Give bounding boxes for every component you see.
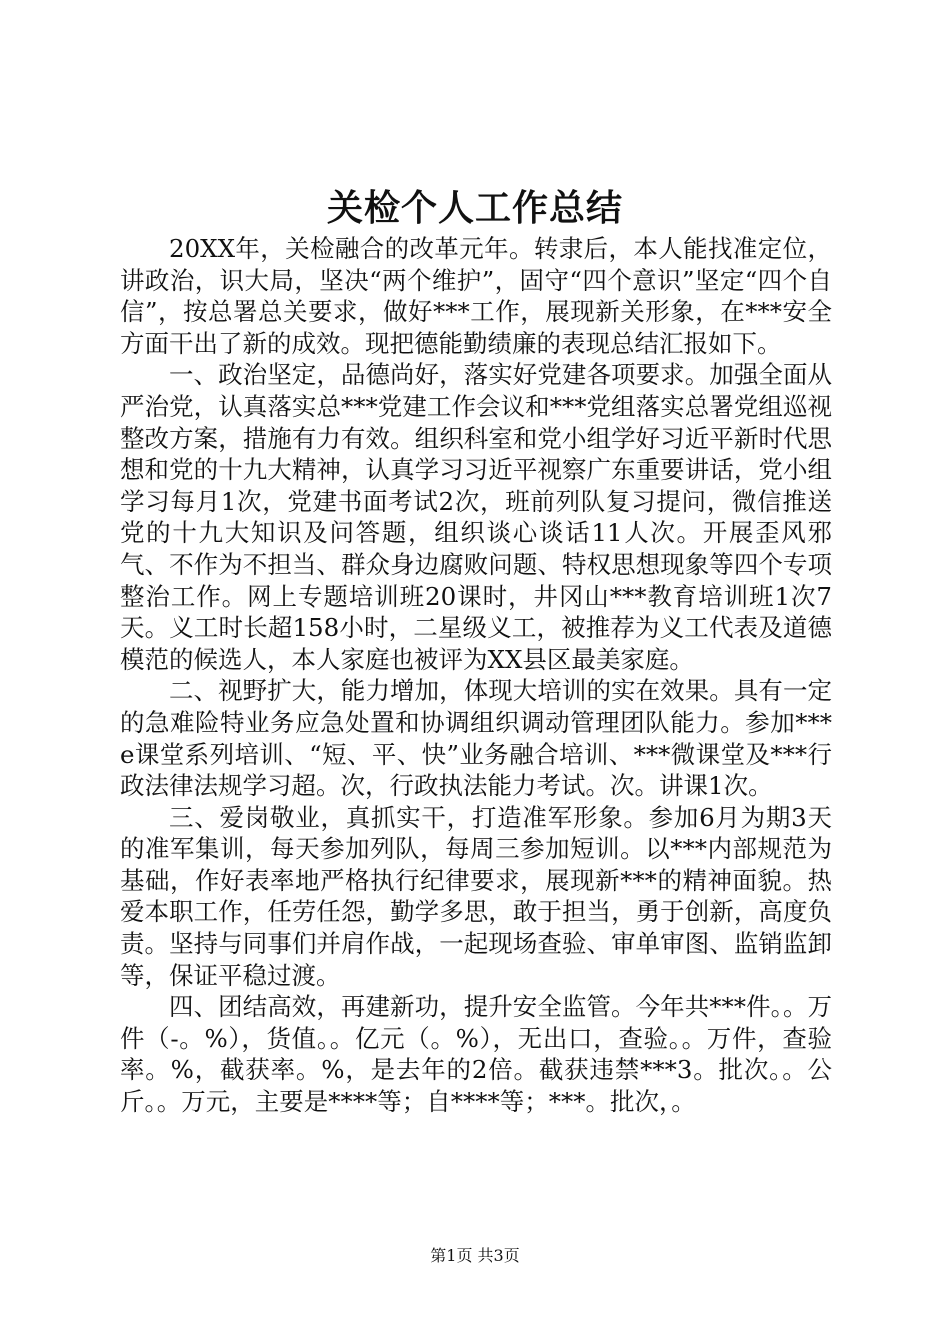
document-body <box>120 233 832 1118</box>
page-footer: 第1页 共3页 <box>430 1246 520 1265</box>
document-title: 关检个人工作总结 <box>326 187 623 229</box>
paragraph-section-4: 四、团结高效，再建新功，提升安全监管。今年共***件。。万件（-。%），货值。。亿元（。%），无出口，查验。。万件，查验率。%，截获率。%，是去年的2倍。截获违禁***3。批次。。公斤。。万元，主要是****等；自****等；***。批次，。 <box>120 992 832 1117</box>
paragraph-section-2: 二、视野扩大，能力增加，体现大培训的实在效果。具有一定的急难险特业务应急处置和协调组织调动管理团队能力。参加***e课堂系列培训、“短、平、快”业务融合培训、***微课堂及***行政法律法规学习超。次，行政执法能力考试。次。讲课1次。 <box>120 676 832 801</box>
paragraph-section-1: 一、政治坚定，品德尚好，落实好党建各项要求。加强全面从严治党，认真落实总***党建工作会议和***党组落实总署党组巡视整改方案，措施有力有效。组织科室和党小组学好习近平新时代思想和党的十九大精神，认真学习习近平视察广东重要讲话，党小组学习每月1次，党建书面考试2次，班前列队复习提问，微信推送党的十九大知识及问答题，组织谈心谈话11人次。开展歪风邪气、不作为不担当、群众身边腐败问题、特权思想现象等四个专项整治工作。网上专题培训班20课时，井冈山***教育培训班1次7天。义工时长超158小时，二星级义工，被推荐为义工代表及道德模范的候选人，本人家庭也被评为XX县区最美家庭。 <box>120 360 832 674</box>
paragraph-section-3: 三、爱岗敬业，真抓实干，打造准军形象。参加6月为期3天的准军集训，每天参加列队，每周三参加短训。以***内部规范为基础，作好表率地严格执行纪律要求，展现新***的精神面貌。热爱本职工作，任劳任怨，勤学多思，敢于担当，勇于创新，高度负责。坚持与同事们并肩作战，一起现场查验、审单审图、监销监卸等，保证平稳过渡。 <box>120 802 832 990</box>
paragraph-intro: 20XX年，关检融合的改革元年。转隶后，本人能找准定位，讲政治，识大局，坚决“两个维护”，固守“四个意识”坚定“四个自信”，按总署总关要求，做好***工作，展现新关形象，在***安全方面干出了新的成效。现把德能勤绩廉的表现总结汇报如下。 <box>120 234 832 358</box>
